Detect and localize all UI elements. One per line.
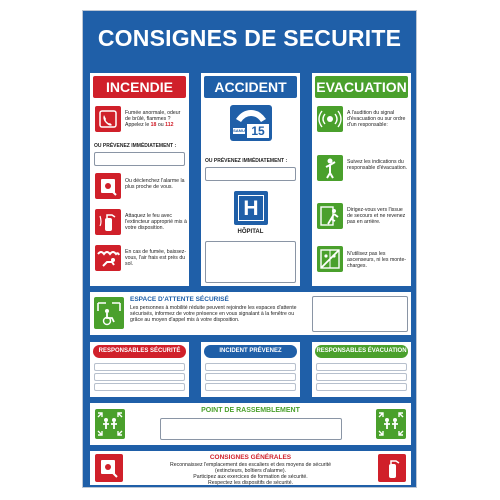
incendie-prevenez-label: OU PRÉVENEZ IMMÉDIATEMENT : — [94, 143, 177, 149]
responsables-securite-label: RESPONSABLES SÉCURITÉ — [93, 345, 186, 358]
assembly-point-icon-right — [376, 409, 406, 439]
accident-column — [201, 73, 300, 286]
responsable-evacuation-line-2[interactable] — [316, 373, 407, 381]
responsable-securite-line-1[interactable] — [94, 363, 185, 371]
responsable-evacuation-line-3[interactable] — [316, 383, 407, 391]
responsable-securite-line-2[interactable] — [94, 373, 185, 381]
refuge-section — [90, 292, 411, 335]
evacuation-follow-text: Suivez les indications du responsable d'évacuation. — [347, 159, 408, 172]
general-line-1: Reconnaissez l'emplacement des escaliers et des moyens de sécurité — [169, 462, 332, 468]
incendie-column — [90, 73, 189, 286]
alarm-button-icon — [95, 173, 121, 199]
incendie-smoke-text: En cas de fumée, baissez-vous, l'air frais est près du sol. — [125, 249, 187, 268]
incendie-call-text: Fumée anormale, odeur de brûlé, flammes ? Appelez le 18 ou 112 — [125, 110, 181, 129]
incendie-contact-field[interactable] — [94, 152, 185, 166]
refuge-title: ESPACE D'ATTENTE SÉCURISÉ — [130, 296, 229, 303]
responsable-evacuation-line-1[interactable] — [316, 363, 407, 371]
accident-header: ACCIDENT — [204, 76, 297, 98]
incident-line-2[interactable] — [205, 373, 296, 381]
hospital-label: HÔPITAL — [237, 229, 264, 235]
general-section — [90, 451, 411, 485]
fire-phone-icon — [95, 106, 121, 132]
incendie-header: INCENDIE — [93, 76, 186, 98]
samu-number: 15 — [247, 124, 269, 138]
incendie-extinguisher-text: Attaquez le feu avec l'extincteur approprié mis à votre disposition. — [125, 213, 187, 232]
evacuation-header: EVACUATION — [315, 76, 408, 98]
responsable-securite-line-3[interactable] — [94, 383, 185, 391]
smoke-crawl-icon — [95, 245, 121, 271]
evacuation-exit-text: Dirigez-vous vers l'issue de secours et ne revenez pas en arrière. — [347, 207, 406, 226]
accident-prevenez-label: OU PRÉVENEZ IMMÉDIATEMENT : — [205, 158, 288, 164]
guide-person-icon — [317, 155, 343, 181]
general-line-3: Participez aux exercices de formation de sécurité. — [193, 474, 308, 480]
evacuation-column — [312, 73, 411, 286]
general-extinguisher-icon — [378, 454, 406, 482]
general-line-4: Respectez les dispositifs de sécurité. — [207, 480, 294, 486]
hospital-icon — [234, 191, 268, 225]
refuge-text: Les personnes à mobilité réduite peuvent rejoindre les espaces d'attente sécurisés, informez de votre présence en vous signalant à la fenêtre ou grâce au moyen d'appel mis à votre disposition. — [130, 305, 297, 324]
incident-prevenez-label: INCIDENT PRÉVENEZ — [204, 345, 297, 358]
poster-title: CONSIGNES DE SECURITE — [97, 25, 402, 51]
incendie-alarm-text: Ou déclenchez l'alarme la plus proche de vous. — [125, 178, 185, 191]
emergency-exit-icon — [317, 203, 343, 229]
samu-label: SAMU — [233, 128, 245, 133]
refuge-field[interactable] — [312, 296, 408, 332]
general-line-2: (extincteurs, boîtiers d'alarme). — [214, 468, 287, 474]
responsables-securite-box — [90, 342, 189, 397]
assembly-section — [90, 403, 411, 445]
incident-line-3[interactable] — [205, 383, 296, 391]
samu-badge — [230, 105, 272, 141]
extinguisher-icon — [95, 209, 121, 235]
alarm-signal-icon — [317, 106, 343, 132]
responsables-evacuation-label: RESPONSABLES ÉVACUATION — [315, 345, 408, 358]
incident-box — [201, 342, 300, 397]
incident-line-1[interactable] — [205, 363, 296, 371]
evacuation-signal-text: A l'audition du signal d'évacuation ou sur ordre d'un responsable: — [347, 110, 406, 129]
general-title: CONSIGNES GÉNÉRALES — [209, 454, 292, 461]
no-elevator-icon — [317, 246, 343, 272]
safety-poster — [82, 10, 417, 488]
refuge-icon — [94, 297, 124, 329]
accident-contact-field[interactable] — [205, 167, 296, 181]
responsables-evacuation-box — [312, 342, 411, 397]
hospital-field[interactable] — [205, 241, 296, 283]
evacuation-elevator-text: N'utilisez pas les ascenseurs, ni les monte-charges. — [347, 251, 407, 270]
hospital-letter: H — [238, 195, 264, 221]
assembly-title: POINT DE RASSEMBLEMENT — [201, 407, 300, 414]
assembly-field[interactable] — [160, 418, 342, 440]
